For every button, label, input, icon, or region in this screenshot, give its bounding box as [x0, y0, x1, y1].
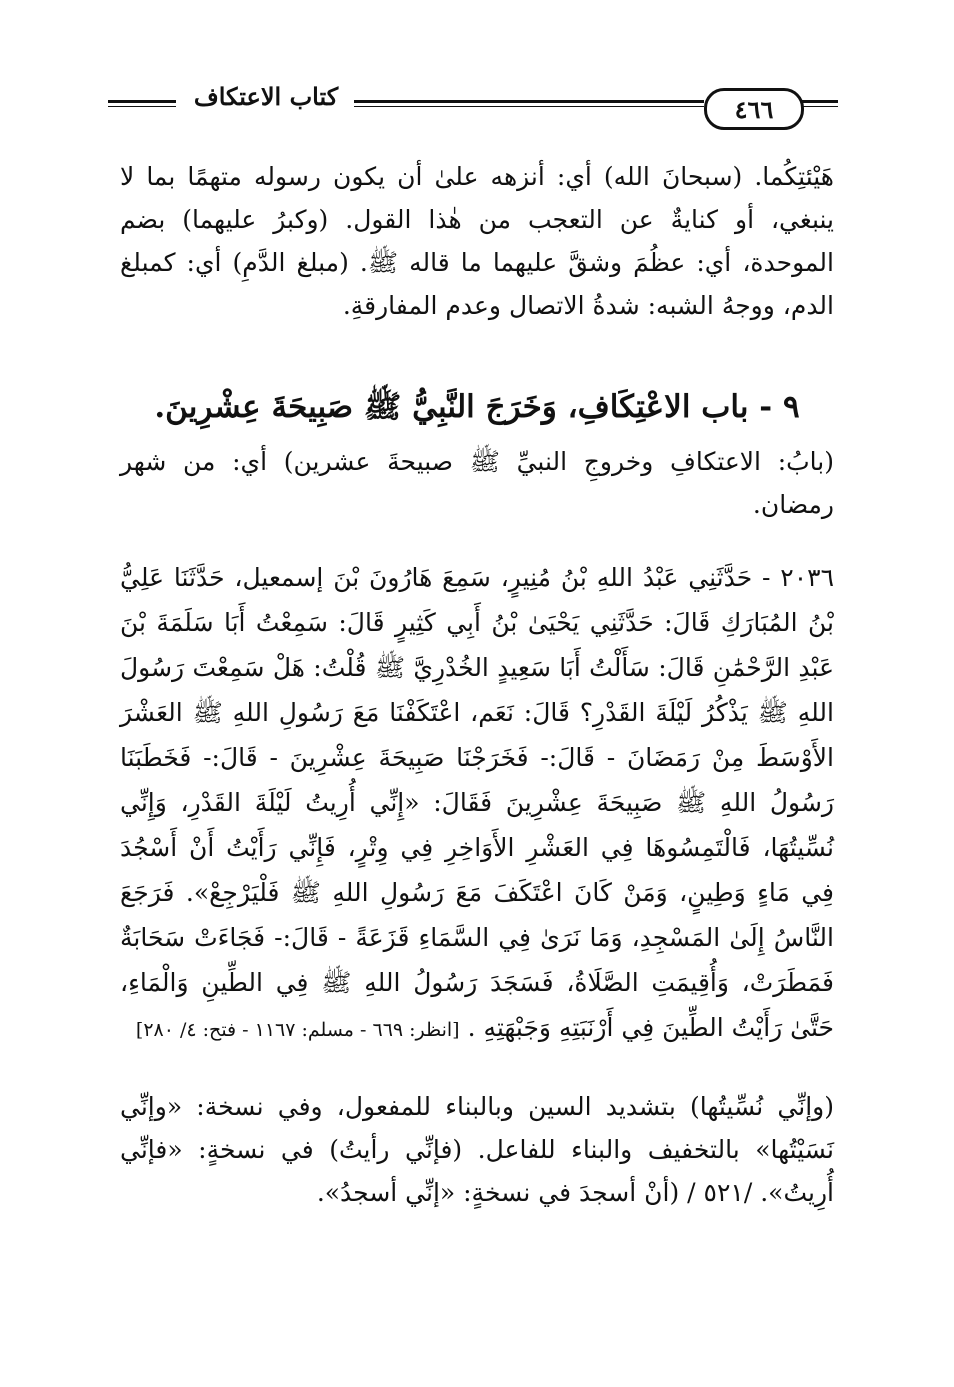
header-rule-right: [802, 100, 838, 103]
hadith-reference: [انظر: ٦٦٩ - مسلم: ١١٦٧ - فتح: ٤/ ٢٨٠]: [135, 1019, 460, 1041]
final-commentary-text: (وإنِّي نُسِّيتُها) بتشديد السين وبالبناء للمفعول، وفي نسخة: «وإنِّي نَسَيْتُها» بالتخفيف والبناء للفاعل. (فإنِّي رأيتُ) في نسخةٍ: «فإنِّي أُرِيتُ».: [120, 1092, 834, 1207]
page-header: [108, 78, 838, 134]
running-title: كتاب الاعتكاف: [178, 82, 354, 111]
chapter-title: ٩ - باب الاعْتِكَافِ، وَخَرَجَ النَّبِيُّ ﷺ صَبِيحَةَ عِشْرِينَ.: [154, 389, 800, 425]
final-commentary: [120, 1085, 834, 1214]
header-rule-middle: [354, 100, 704, 103]
page-reference: / ٥٢١/: [687, 1178, 753, 1207]
chapter-commentary: (بابُ: الاعتكافِ وخروجِ النبيِّ ﷺ صبيحةَ عشرين) أي: من شهر رمضان.: [120, 447, 834, 519]
final-commentary-tail: (أنْ أسجدَ في نسخةٍ: «إنِّي أسجدُ».: [316, 1178, 680, 1207]
header-rule-left: [108, 100, 176, 103]
page-number: ٤٦٦: [704, 88, 804, 130]
header-rule-left-thin: [108, 106, 176, 107]
header-rule-right-thin: [802, 106, 838, 107]
intro-commentary: هَيْئتِكُما. (سبحانَ الله) أي: أنزهه علىٰ أن يكون رسوله متهمًا بما لا ينبغي، أو كنايةٌ عن التعجب من هٰذا القول. (وكبرُ عليهما) بضم الموحدة، أي: عظُمَ وشقَّ عليهما ما قاله ﷺ. (مبلغ الدَّمِ) أي: كمبلغ الدم، ووجهُ الشبه: شدةُ الاتصال وعدم المفارقةِ.: [120, 162, 834, 320]
hadith-body: ٢٠٣٦ - حَدَّثَنِي عَبْدُ اللهِ بْنُ مُنِيرٍ، سَمِعَ هَارُونَ بْنَ إسمعيل، حَدَّثَنَا عَلِيُّ بْنُ المُبَارَكِ قَالَ: حَدَّثَنِي يَحْيَىٰ بْنُ أَبِي كَثِيرٍ قَالَ: سَمِعْتُ أَبَا سَلَمَةَ بْنَ عَبْدِ الرَّحْمَٰنِ قَالَ: سَأَلْتُ أَبَا سَعِيدٍ الخُدْرِيَّ ﷺ قُلْتُ: هَلْ سَمِعْتَ رَسُولَ اللهِ ﷺ يَذْكُرُ لَيْلَةَ القَدْرِ؟ قَالَ: نَعَم، اعْتَكَفْنَا مَعَ رَسُولِ اللهِ ﷺ العَشْرَ الأَوْسَطَ مِنْ رَمَضَانَ - قَالَ:- فَخَرَجْنَا صَبِيحَةَ عِشْرِينَ - قَالَ:- فَخَطَبَنَا رَسُولُ اللهِ ﷺ صَبِيحَةَ عِشْرِينَ فَقَالَ: «إِنِّي أُرِيتُ لَيْلَةَ القَدْرِ، وَإِنِّي نُسِّيتُهَا، فَالْتَمِسُوهَا فِي العَشْرِ الأَوَاخِرِ فِي وِتْرٍ، فَإِنِّي رَأَيْتُ أَنْ أَسْجُدَ فِي مَاءٍ وَطِينٍ، وَمَنْ كَانَ اعْتَكَفَ مَعَ رَسُولِ اللهِ ﷺ فَلْيَرْجِعْ». فَرَجَعَ النَّاسُ إِلَىٰ المَسْجِدِ، وَمَا نَرَىٰ فِي السَّمَاءِ قَزَعَةً - قَالَ:- فَجَاءَتْ سَحَابَةٌ فَمَطَرَتْ، وَأُقِيمَتِ الصَّلَاةُ، فَسَجَدَ رَسُولُ اللهِ ﷺ فِي الطِّينِ وَالْمَاءِ، حَتَّىٰ رَأَيْتُ الطِّينَ فِي أَرْنَبَتِهِ وَجَبْهَتِهِ .: [120, 563, 834, 1042]
hadith-text: [120, 555, 834, 1053]
header-rule-middle-thin: [354, 106, 704, 107]
